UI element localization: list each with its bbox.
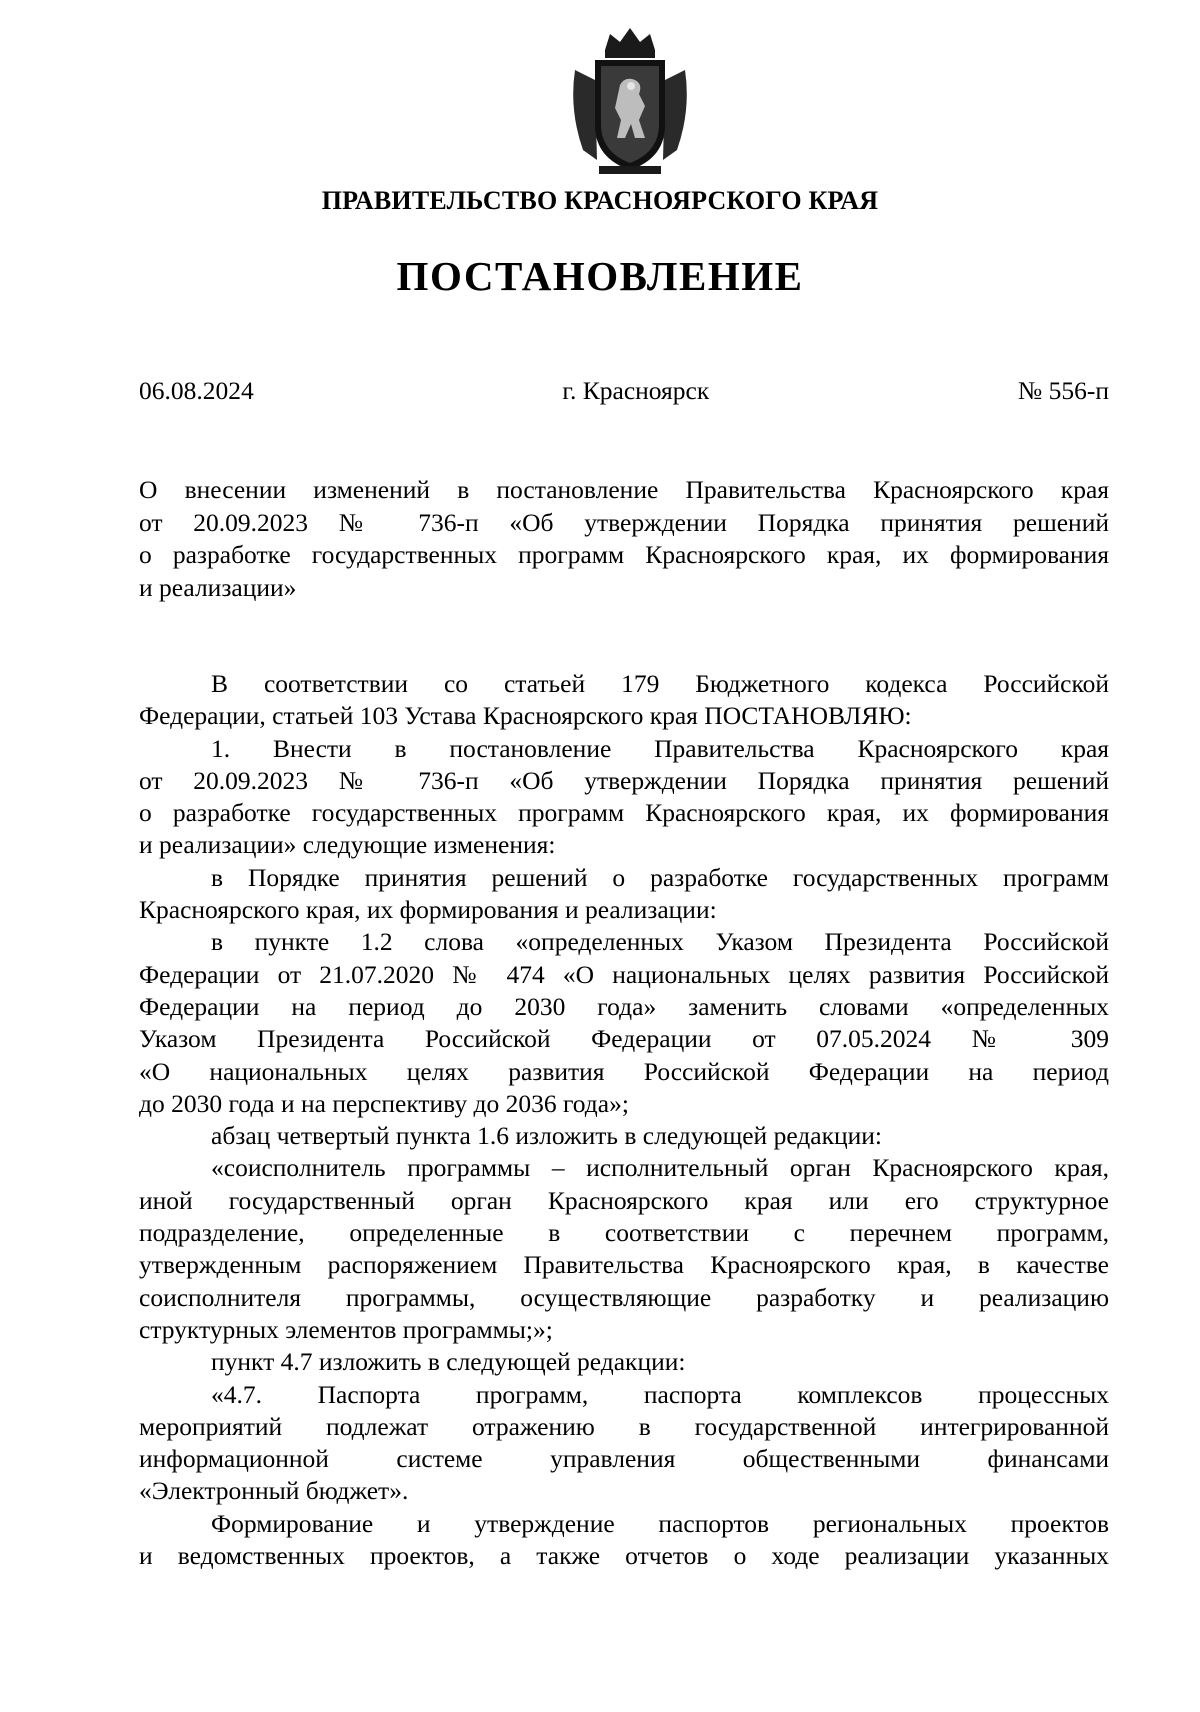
body-line: Федерации, статьей 103 Устава Красноярского края ПОСТАНОВЛЯЮ: bbox=[139, 701, 912, 731]
body-line: подразделение, определенные в соответствии с перечнем программ, bbox=[139, 1218, 1109, 1248]
paragraph-point-1-6-intro bbox=[139, 1120, 1109, 1152]
subject-line: о разработке государственных программ Красноярского края, их формирования bbox=[139, 540, 1109, 570]
paragraph-point-1-2 bbox=[139, 926, 1109, 1120]
body-line: «О национальных целях развития Российской Федерации на период bbox=[139, 1056, 1109, 1086]
paragraph-preamble bbox=[139, 668, 1109, 733]
subject-line: О внесении изменений в постановление Правительства Красноярского края bbox=[139, 475, 1109, 504]
body-line: и ведомственных проектов, а также отчетов о ходе реализации указанных bbox=[139, 1541, 1109, 1571]
body-line: Формирование и утверждение паспортов региональных проектов bbox=[211, 1508, 1109, 1538]
document-body bbox=[139, 668, 1109, 1572]
coat-of-arms-icon bbox=[565, 20, 695, 178]
subject-line: и реализации» bbox=[139, 572, 297, 602]
body-line: Указом Президента Российской Федерации от 07.05.2024 № 309 bbox=[139, 1024, 1109, 1054]
body-line: Федерации на период до 2030 года» заменить словами «определенных bbox=[139, 991, 1109, 1021]
body-line: 1. Внести в постановление Правительства Красноярского края bbox=[211, 733, 1109, 763]
body-line: «Электронный бюджет». bbox=[139, 1476, 409, 1506]
document-type-heading: ПОСТАНОВЛЕНИЕ bbox=[396, 253, 804, 299]
body-line: до 2030 года и на перспективу до 2036 года»; bbox=[139, 1088, 629, 1118]
paragraph-point-4-7 bbox=[139, 1379, 1109, 1508]
document-meta-row bbox=[139, 376, 1109, 406]
body-line: и реализации» следующие изменения: bbox=[139, 830, 556, 860]
body-line: в Порядке принятия решений о разработке государственных программ bbox=[211, 862, 1109, 892]
document-date: 06.08.2024 bbox=[139, 376, 254, 405]
body-line: иной государственный орган Красноярского края или его структурное bbox=[139, 1185, 1109, 1215]
paragraph-point-4-7-intro bbox=[139, 1346, 1109, 1378]
paragraph-coexecutor-definition bbox=[139, 1152, 1109, 1346]
body-line: мероприятий подлежат отражению в государственной интегрированной bbox=[139, 1411, 1109, 1441]
document-city: г. Красноярск bbox=[562, 376, 710, 405]
paragraph-projects-formation bbox=[139, 1508, 1109, 1573]
paragraph-order-intro bbox=[139, 862, 1109, 927]
body-line: в пункте 1.2 слова «определенных Указом Президента Российской bbox=[211, 927, 1109, 957]
paragraph-item-1 bbox=[139, 733, 1109, 862]
body-line: «4.7. Паспорта программ, паспорта комплексов процессных bbox=[211, 1379, 1109, 1409]
body-line: В соответствии со статьей 179 Бюджетного кодекса Российской bbox=[211, 669, 1109, 698]
body-line: абзац четвертый пункта 1.6 изложить в следующей редакции: bbox=[211, 1121, 883, 1151]
body-line: пункт 4.7 изложить в следующей редакции: bbox=[211, 1347, 686, 1377]
body-line: информационной системе управления общественными финансами bbox=[139, 1444, 1109, 1474]
body-line: от 20.09.2023 № 736-п «Об утверждении Порядка принятия решений bbox=[139, 765, 1109, 795]
document-number: № 556-п bbox=[1017, 376, 1109, 405]
body-line: Федерации от 21.07.2020 № 474 «О национальных целях развития Российской bbox=[139, 959, 1109, 989]
document-subject bbox=[139, 474, 1109, 604]
body-line: утвержденным распоряжением Правительства Красноярского края, в качестве bbox=[139, 1250, 1109, 1280]
body-line: структурных элементов программы;»; bbox=[139, 1314, 553, 1344]
subject-line: от 20.09.2023 № 736-п «Об утверждении Порядка принятия решений bbox=[139, 507, 1109, 537]
government-title: ПРАВИТЕЛЬСТВО КРАСНОЯРСКОГО КРАЯ bbox=[321, 186, 879, 215]
body-line: соисполнителя программы, осуществляющие разработку и реализацию bbox=[139, 1282, 1109, 1312]
body-line: о разработке государственных программ Красноярского края, их формирования bbox=[139, 798, 1109, 828]
body-line: «соисполнитель программы – исполнительный орган Красноярского края, bbox=[211, 1153, 1109, 1183]
body-line: Красноярского края, их формирования и реализации: bbox=[139, 895, 717, 925]
